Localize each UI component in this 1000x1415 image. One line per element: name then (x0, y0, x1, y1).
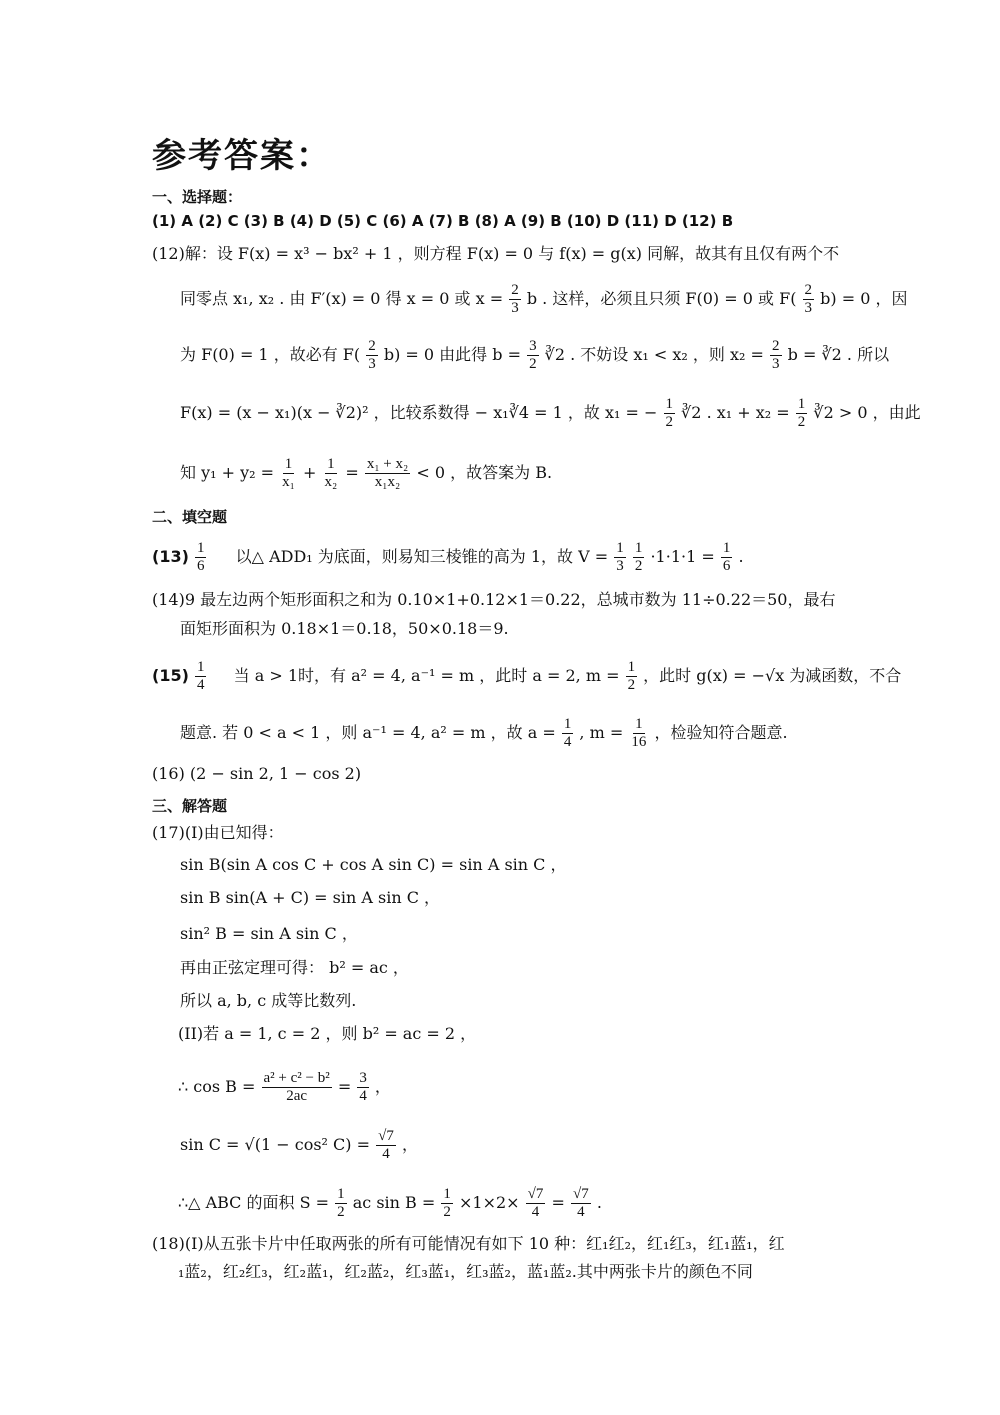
q15-line-1 (152, 659, 901, 694)
numerator: 2 (772, 338, 780, 354)
q17-l9-c: ， (401, 1135, 418, 1154)
choice-answers: (1) A (2) C (3) B (4) D (5) C (6) A (7) B (8) A (9) B (10) D (11) D (12) B (152, 212, 734, 230)
q17-line-10 (178, 1186, 602, 1221)
q17-l8-c: ， (374, 1077, 391, 1096)
q15-text-3: 题意. 若 0 < a < 1 ，则 a⁻¹ = 4, a² = m ，故 a = (180, 723, 556, 742)
fraction (509, 282, 521, 317)
q17-l10-c: ×1×2× (459, 1193, 520, 1212)
fraction (262, 1070, 332, 1105)
denominator: 3 (616, 558, 624, 574)
numerator: 3 (359, 1070, 367, 1086)
numerator: x₁ + x₂ (366, 456, 409, 472)
fraction (441, 1186, 453, 1221)
q13-text-2: ·1·1·1 = (650, 547, 715, 566)
fraction (614, 540, 626, 575)
q15-label: (15) (152, 666, 189, 685)
q12-line-2-text-b: b . 这样，必须且只须 F(0) = 0 或 F( (526, 289, 797, 308)
q13-text-1: 以△ ADD₁ 为底面，则易知三棱锥的高为 1，故 V = (235, 547, 609, 566)
numerator: 1 (443, 1186, 451, 1202)
q12-line-5-text-c: = (345, 463, 359, 482)
q13-answer-fraction (195, 540, 207, 575)
denominator: 3 (804, 300, 813, 316)
numerator: 1 (634, 540, 643, 556)
q12-line-2-text-c: b) = 0 ，因 (820, 289, 908, 308)
denominator: 4 (577, 1204, 585, 1220)
denominator: 4 (196, 677, 205, 693)
q12-line-3-text-b: b) = 0 由此得 b = (383, 345, 521, 364)
fraction (376, 1128, 396, 1163)
q17-l9-a: sin C = √(1 − cos² C) = (180, 1135, 371, 1154)
denominator: 6 (722, 558, 731, 574)
denominator: 2 (627, 677, 636, 693)
q12-line-1: (12)解：设 F(x) = x³ − bx² + 1 ，则方程 F(x) = 0 与 f(x) = g(x) 同解，故其有且仅有两个不 (152, 244, 840, 263)
q12-line-4-text-b: ∛2 . x₁ + x₂ = (681, 403, 790, 422)
q17-l10-b: ac sin B = (352, 1193, 436, 1212)
numerator: √7 (378, 1128, 394, 1144)
q12-line-4-text-a: F(x) = (x − x₁)(x − ∛2)² ，比较系数得 − x₁∛4 = 1 ，故 x₁ = − (180, 403, 658, 422)
q15-answer-fraction (195, 659, 207, 694)
denominator: 2 (797, 414, 806, 430)
q18-line-1: (18)(I)从五张卡片中任取两张的所有可能情况有如下 10 种：红₁红₂，红₁红₃，红₁蓝₁，红 (152, 1234, 785, 1253)
fraction (527, 338, 539, 373)
denominator: 2 (337, 1204, 345, 1220)
fraction (664, 396, 676, 431)
fraction (571, 1186, 591, 1221)
q15-text-2: ，此时 g(x) = −√x 为减函数，不合 (643, 666, 902, 685)
q16-answer: (16) (2 − sin 2, 1 − cos 2) (152, 764, 362, 783)
denominator: 3 (772, 356, 780, 372)
numerator: 1 (665, 396, 674, 412)
q12-line-5-text-d: < 0 ，故答案为 B. (416, 463, 553, 482)
denominator: 2ac (286, 1088, 308, 1104)
section-choice-heading: 一、选择题： (152, 188, 243, 206)
denominator: 2 (529, 356, 537, 372)
numerator: 2 (368, 338, 376, 354)
q17-l8-a: ∴ cos B = (178, 1077, 256, 1096)
numerator: 1 (196, 540, 205, 556)
numerator: 1 (337, 1186, 345, 1202)
numerator: 1 (797, 396, 806, 412)
numerator: 1 (196, 659, 205, 675)
numerator: a² + c² − b² (263, 1070, 330, 1086)
denominator: 3 (368, 356, 376, 372)
fraction (366, 338, 378, 373)
numerator: 1 (635, 716, 643, 732)
denominator: x₁ (282, 474, 295, 490)
q18-line-2: ₁蓝₂，红₂红₃，红₂蓝₁，红₂蓝₂，红₃蓝₁，红₃蓝₂，蓝₁蓝₂.其中两张卡片的颜色不同 (178, 1262, 753, 1281)
denominator: 4 (382, 1146, 390, 1162)
denominator: x₂ (324, 474, 338, 490)
denominator: 2 (443, 1204, 451, 1220)
fraction (526, 1186, 546, 1221)
q17-l10-e: . (596, 1193, 602, 1212)
q17-line-8 (178, 1070, 391, 1105)
q12-line-3-text-a: 为 F(0) = 1 ，故必有 F( (180, 345, 361, 364)
section-fill-heading: 二、填空题 (152, 508, 228, 526)
q12-line-3 (180, 338, 889, 373)
numerator: √7 (527, 1186, 544, 1202)
q17-l10-d: = (551, 1193, 565, 1212)
numerator: 1 (327, 456, 335, 472)
q12-line-2-text-a: 同零点 x₁, x₂ . 由 F′(x) = 0 得 x = 0 或 x = (180, 289, 504, 308)
fraction (803, 282, 815, 317)
fraction (323, 456, 340, 491)
fraction (335, 1186, 347, 1221)
fraction (721, 540, 733, 575)
denominator: 4 (359, 1088, 367, 1104)
fraction (357, 1070, 369, 1105)
denominator: 4 (563, 734, 572, 750)
q17-l10-a: ∴△ ABC 的面积 S = (178, 1193, 330, 1212)
q12-line-5 (180, 456, 552, 491)
fraction (365, 456, 410, 491)
denominator: 16 (631, 734, 647, 750)
fraction (280, 456, 297, 491)
q17-line-9 (180, 1128, 418, 1163)
q17-line-6: 所以 a, b, c 成等比数列. (180, 991, 357, 1010)
fraction (629, 716, 648, 751)
q12-line-3-text-c: ∛2 . 不妨设 x₁ < x₂ ，则 x₂ = (544, 345, 764, 364)
numerator: 1 (627, 659, 636, 675)
numerator: √7 (573, 1186, 589, 1202)
q17-line-5: 再由正弦定理可得： b² = ac ， (180, 958, 409, 977)
denominator: 6 (196, 558, 205, 574)
q12-line-2 (180, 282, 907, 317)
q17-line-2: sin B(sin A cos C + cos A sin C) = sin A sin C ， (180, 855, 567, 874)
q14-line-1: (14)9 最左边两个矩形面积之和为 0.10×1+0.12×1＝0.22，总城市数为 11÷0.22＝50，最右 (152, 590, 836, 609)
fraction (633, 540, 645, 575)
q12-line-4 (180, 396, 921, 431)
denominator: 3 (511, 300, 519, 316)
q14-line-2: 面矩形面积为 0.18×1＝0.18，50×0.18＝9. (180, 619, 509, 638)
q12-line-4-text-c: ∛2 > 0 ，由此 (813, 403, 921, 422)
q15-line-2 (180, 716, 788, 751)
q13-line (152, 540, 744, 575)
numerator: 1 (722, 540, 731, 556)
section-solve-heading: 三、解答题 (152, 797, 228, 815)
q17-line-1: (17)(I)由已知得： (152, 823, 284, 842)
fraction (796, 396, 808, 431)
numerator: 1 (563, 716, 572, 732)
q13-text-3: . (738, 547, 744, 566)
numerator: 1 (616, 540, 624, 556)
numerator: 3 (529, 338, 537, 354)
fraction (626, 659, 638, 694)
q15-text-5: ，检验知符合题意. (654, 723, 788, 742)
q15-text-1: 当 a > 1时，有 a² = 4, a⁻¹ = m ，此时 a = 2, m = (233, 666, 620, 685)
page-title: 参考答案： (152, 136, 332, 176)
denominator: 2 (665, 414, 674, 430)
q12-line-5-text-b: + (303, 463, 317, 482)
q17-line-4: sin² B = sin A sin C ， (180, 924, 358, 943)
numerator: 2 (511, 282, 519, 298)
q13-label: (13) (152, 547, 189, 566)
fraction (770, 338, 782, 373)
numerator: 2 (804, 282, 813, 298)
q17-l8-b: = (337, 1077, 352, 1096)
denominator: 2 (634, 558, 643, 574)
q17-line-7: (II)若 a = 1, c = 2 ，则 b² = ac = 2 ， (178, 1024, 477, 1043)
q12-line-5-text-a: 知 y₁ + y₂ = (180, 463, 275, 482)
fraction (562, 716, 574, 751)
denominator: 4 (531, 1204, 540, 1220)
denominator: x₁x₂ (374, 474, 401, 490)
q12-line-3-text-d: b = ∛2 . 所以 (787, 345, 890, 364)
numerator: 1 (284, 456, 293, 472)
q17-line-3: sin B sin(A + C) = sin A sin C ， (180, 888, 441, 907)
q15-text-4: , m = (579, 723, 624, 742)
